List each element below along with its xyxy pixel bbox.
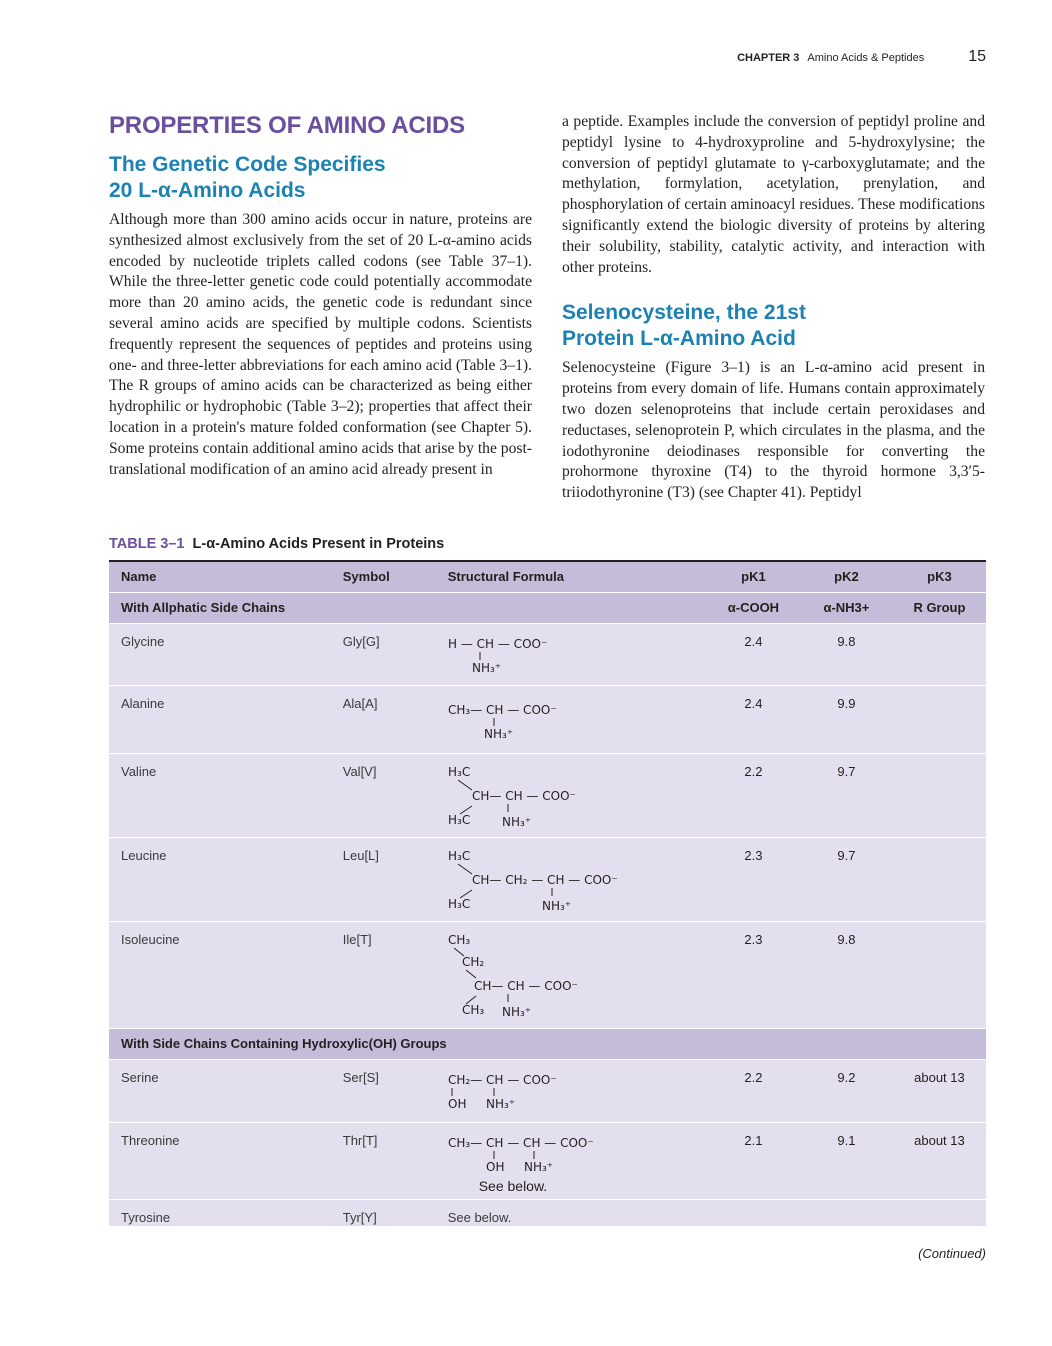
svg-text:CH₂— CH — COO⁻: CH₂— CH — COO⁻ [447,1072,557,1087]
table-header-row [109,561,986,592]
svg-text:CH₃— CH — CH — COO⁻: CH₃— CH — CH — COO⁻ [447,1135,594,1150]
svg-text:NH₃⁺: NH₃⁺ [541,898,571,912]
svg-text:NH₃⁺: NH₃⁺ [501,1004,531,1018]
svg-text:H₃C: H₃C [447,812,470,827]
isoleucine-structure [436,921,707,1028]
table-row: Valine Val[V] H₃C CH— CH — COO⁻ H₃C NH₃⁺ 2.2 9.7 [109,753,986,837]
table-row: Serine Ser[S] CH₂— CH — COO⁻ OH NH₃⁺ 2.2 9.2 about 13 [109,1059,986,1122]
col-pk2: pK2 [834,569,859,585]
svg-text:CH₃: CH₃ [447,932,470,947]
table-row: Leucine Leu[L] H₃C CH— CH₂ — CH — COO⁻ H₃C NH₃⁺ 2.3 9.7 [109,837,986,921]
svg-text:CH₂: CH₂ [461,954,484,969]
svg-text:NH₃⁺: NH₃⁺ [501,814,531,828]
see-below-note: See below. [478,1177,548,1194]
col-name: Name [121,569,157,585]
col-pk3: pK3 [927,569,952,585]
valine-structure [436,753,707,837]
svg-text:CH— CH — COO⁻: CH— CH — COO⁻ [471,788,576,803]
group-hydroxylic [109,1028,986,1059]
section-title: PROPERTIES OF AMINO ACIDS [109,112,465,139]
table-caption: TABLE 3–1 L-α-Amino Acids Present in Proteins [109,536,445,552]
col-pk1: pK1 [741,569,766,585]
table-row: Alanine Ala[A] CH₃— CH — COO⁻ NH₃⁺ 2.4 9.9 [109,685,986,753]
amino-acid-table [109,560,986,1226]
svg-text:H — CH — COO⁻: H — CH — COO⁻ [447,636,547,651]
leucine-structure [436,837,707,921]
group-pk3: R Group [893,592,986,623]
svg-text:NH₃⁺: NH₃⁺ [471,660,501,675]
svg-text:CH₃— CH — COO⁻: CH₃— CH — COO⁻ [447,702,557,717]
col-symbol: Symbol [342,569,390,585]
table-row: Tyrosine Tyr[Y] See below. [109,1199,986,1226]
group-pk2: α-NH3+ [800,592,893,623]
continued-note: (Continued) [918,1246,986,1261]
svg-text:NH₃⁺: NH₃⁺ [483,726,513,741]
serine-structure [436,1059,707,1122]
left-column [109,112,532,480]
group-pk1: α-COOH [707,592,800,623]
page-number: 15 [968,48,986,65]
svg-text:H₃C: H₃C [447,848,470,863]
group-aliphatic [109,592,986,623]
svg-text:CH₃: CH₃ [461,1002,484,1017]
svg-text:NH₃⁺: NH₃⁺ [523,1159,553,1174]
svg-text:H₃C: H₃C [447,896,470,911]
svg-text:OH: OH [447,1096,467,1111]
svg-text:CH— CH — COO⁻: CH— CH — COO⁻ [473,978,578,993]
right-column [562,112,985,504]
table-row: Glycine Gly[G] H — CH — COO⁻ NH₃⁺ 2.4 9.8 [109,623,986,685]
table-row: Isoleucine Ile[T] CH₃ CH₂ CH— CH — COO⁻ CH₃ NH₃⁺ 2.3 9.8 [109,921,986,1028]
group-label: With Side Chains Containing Hydroxylic(OH) Groups [109,1028,986,1059]
threonine-structure [436,1122,707,1199]
subhead-selenocysteine: Selenocysteine, the 21st Protein L-α-Amino Acid [562,301,806,351]
running-head [737,48,986,66]
svg-text:OH: OH [485,1159,505,1174]
col-formula: Structural Formula [447,569,564,585]
svg-text:H₃C: H₃C [447,764,470,779]
subhead-genetic-code: The Genetic Code Specifies 20 L-α-Amino Acids [109,153,386,202]
table-row: Threonine Thr[T] CH₃— CH — CH — COO⁻ OH NH₃⁺ See below. 2.1 9.1 about 13 [109,1122,986,1199]
svg-text:NH₃⁺: NH₃⁺ [485,1096,515,1111]
group-label: With Allphatic Side Chains [109,592,707,623]
chapter-label: CHAPTER 3 [737,52,800,64]
paragraph-genetic-code: Although more than 300 amino acids occur in nature, proteins are synthesized almost exclusively from the set of 20 L-α-amino acids encoded by nucleotide triplets called codons (see Table 37–1). While the three-letter genetic code could potentially accommodate more than 20 amino acids, the genetic code is redundant since several amino acids are specified by multiple codons. Scientists frequently represent the sequences of peptides and proteins using one- and three-letter abbreviations for each amino acid (Table 3–1). The R groups of amino acids can be characterized as being either hydrophilic or hydrophobic (Table 3–2); properties that affect their location in a protein's mature folded conformation (see Chapter 5). Some proteins contain additional amino acids that arise by the post-translational modification of an amino acid already present in [109,211,532,478]
paragraph-modifications: a peptide. Examples include the conversion of peptidyl proline and peptidyl lysine to 4-hydroxyproline and 5-hydroxylysine; the conversion of peptidyl glutamate to γ-carboxyglutamate; and the methylation, formylation, acetylation, prenylation, and phosphorylation of certain aminoacyl residues. These modifications significantly extend the biologic diversity of proteins by altering their solubility, stability, catalytic activity, and interaction with other proteins. [562,113,985,276]
paragraph-selenocysteine: Selenocysteine (Figure 3–1) is an L-α-amino acid present in proteins from every domain of life. Humans contain approximately two dozen selenoproteins that include certain peroxidases and reductases, selenoprotein P, which circulates in the plasma, and the iodothyronine deiodinases responsible for converting the prohormone thyroxine (T4) to the thyroid hormone 3,3′5-triiodothyronine (T3) (see Chapter 41). Peptidyl [562,359,985,502]
alanine-structure [436,685,707,753]
chapter-title: Amino Acids & Peptides [807,52,925,64]
glycine-structure [436,623,707,685]
svg-text:CH— CH₂ — CH — COO⁻: CH— CH₂ — CH — COO⁻ [471,872,618,887]
